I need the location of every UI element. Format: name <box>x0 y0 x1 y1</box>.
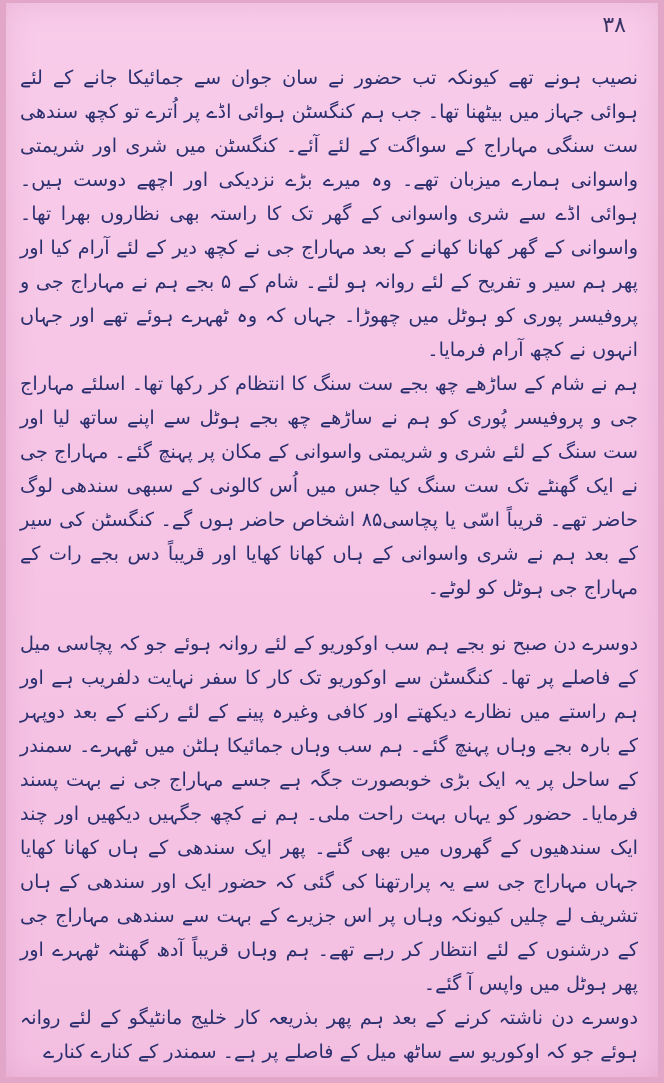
page-number: ۳۸ <box>602 13 626 38</box>
paragraph-3: دوسرے دن صبح نو بجے ہم سب اوکوریو کے لئے روانہ ہوئے جو کہ پچاسی میل کے فاصلے پر تھا۔ کنگسٹن سے اوکوریو تک کار کا سفر نہایت دلفریب ہے اور ہم راستے میں نظارے دیکھتے اور کافی وغیرہ پینے کے لئے رکنے کے بعد دوپہر کے بارہ بجے وہاں پہنچ گئے۔ ہم سب وہاں جمائیکا ہلٹن میں ٹھہرے۔ سمندر کے ساحل پر یہ ایک بڑی خوبصورت جگہ ہے جسے مہاراج جی نے بہت پسند فرمایا۔ حضور کو یہاں بہت راحت ملی۔ ہم نے کچھ جگہیں دیکھیں اور چند ایک سندھیوں کے گھروں میں بھی گئے۔ پھر ایک سندھی کے ہاں کھانا کھایا جہاں مہاراج جی سے یہ پرارتھنا کی گئی کہ حضور ایک اور سندھی کے ہاں تشریف لے چلیں کیونکہ وہاں پر اس جزیرے کے بہت سے سندھی مہاراج جی کے درشنوں کے لئے انتظار کر رہے تھے۔ ہم وہاں قریباً آدھ گھنٹہ ٹھہرے اور پھر ہوٹل میں واپس آ گئے۔ <box>20 632 638 995</box>
book-page <box>6 3 658 1077</box>
paragraph-2: ہم نے شام کے ساڑھے چھ بجے ست سنگ کا انتظام کر رکھا تھا۔ اسلئے مہاراج جی و پروفیسر پُوری کو ہم نے ساڑھے چھ بجے ہوٹل سے اپنے ساتھ لیا اور ست سنگ کے لئے شری و شریمتی واسوانی کے مکان پر پہنچ گئے۔ مہاراج جی نے ایک گھنٹے تک ست سنگ کیا جس میں اُس کالونی کے سبھی سندھی لوگ حاضر تھے۔ قریباً اسّی یا پچاسی۸۵ اشخاص حاضر ہوں گے۔ کنگسٹن کی سیر کے بعد ہم نے شری واسوانی کے ہاں کھانا کھایا اور قریباً دس بجے رات کے مہاراج جی ہوٹل کو لوٹے۔ <box>20 372 638 599</box>
page-text <box>20 61 638 1069</box>
paragraph-4: دوسرے دن ناشتہ کرنے کے بعد ہم پھر بذریعہ کار خلیج مانٹیگو کے لئے روانہ ہوئے جو کہ اوکوریو سے ساٹھ میل کے فاصلے پر ہے۔ سمندر کے کنارے کنارے <box>20 1006 638 1063</box>
paragraph-1: نصیب ہونے تھے کیونکہ تب حضور نے سان جوان سے جمائیکا جانے کے لئے ہوائی جہاز میں بیٹھنا تھا۔ جب ہم کنگسٹن ہوائی اڈے پر اُترے تو کچھ سندھی ست سنگی مہاراج کے سواگت کے لئے آئے۔ کنگسٹن میں شری اور شریمتی واسوانی ہمارے میزبان تھے۔ وہ میرے بڑے نزدیکی اور اچھے دوست ہیں۔ ہوائی اڈے سے شری واسوانی کے گھر تک کا راستہ بھی نظاروں بھرا تھا۔ واسوانی کے گھر کھانا کھانے کے بعد مہاراج جی نے کچھ دیر کے لئے آرام کیا اور پھر ہم سیر و تفریح کے لئے روانہ ہو لئے۔ شام کے ۵ بجے ہم نے مہاراج جی و پروفیسر پوری کو ہوٹل میں چھوڑا۔ جہاں کہ وہ ٹھہرے ہوئے تھے اور جہاں انہوں نے کچھ آرام فرمایا۔ <box>20 66 638 361</box>
